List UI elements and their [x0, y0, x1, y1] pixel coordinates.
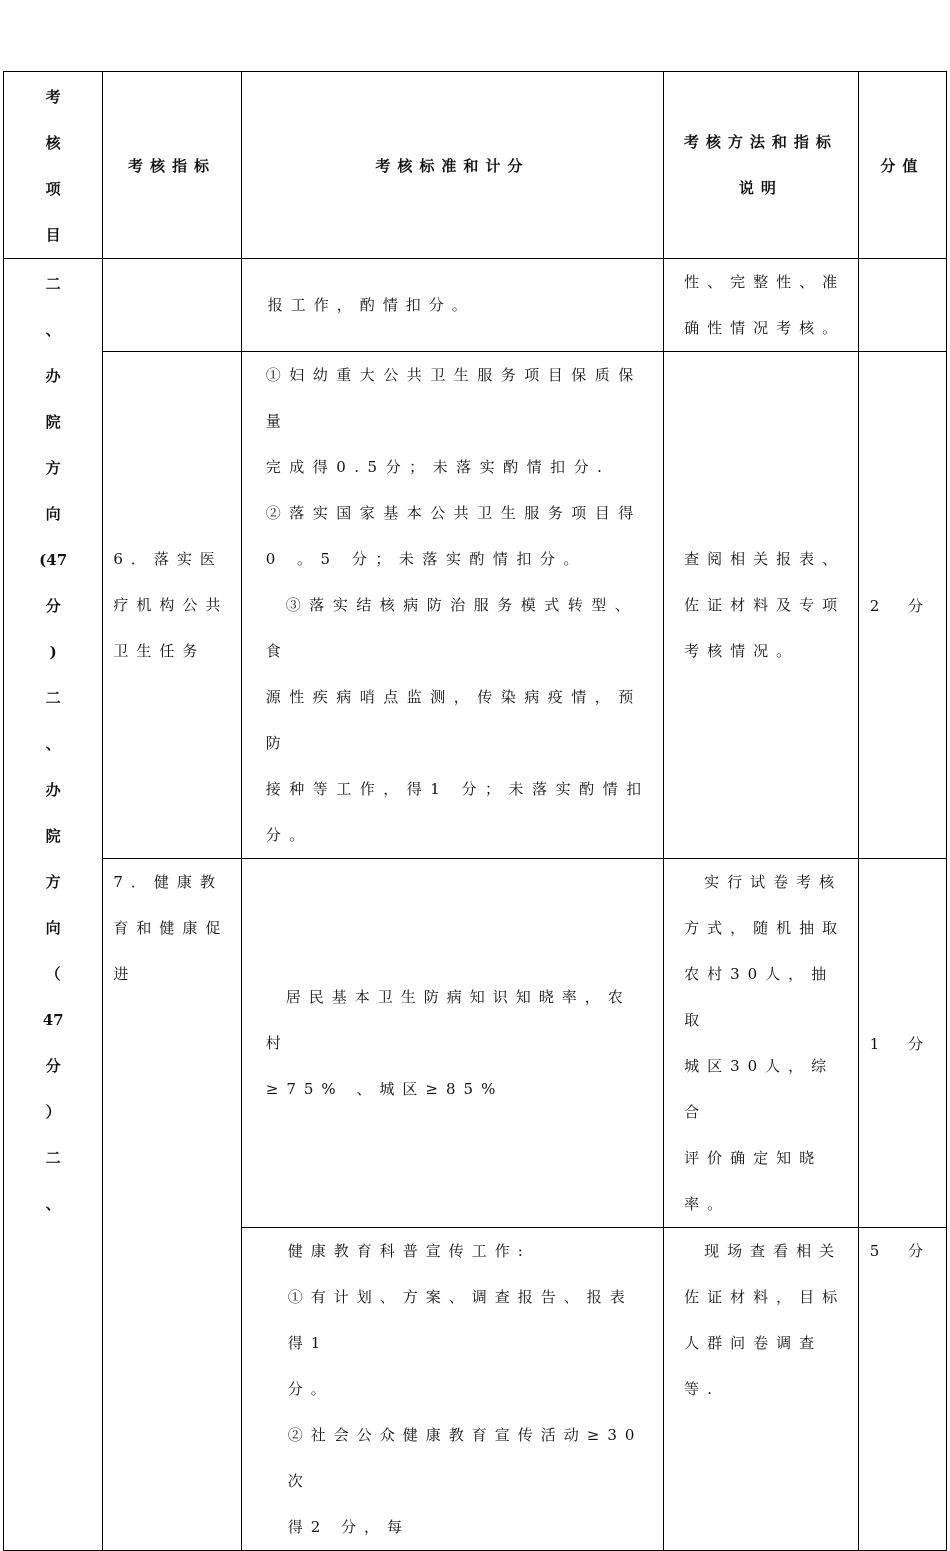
side-char: 方: [45, 459, 61, 477]
indicator-line: 育和健康促: [113, 919, 229, 937]
header-assessment-item: [4, 72, 103, 259]
score-cell: [858, 259, 946, 352]
side-char: 办: [45, 367, 61, 385]
standard-line: 完成得0.5分；未落实酌情扣分.: [265, 458, 611, 476]
method-line: 实行试卷考核: [704, 873, 843, 891]
method-line: 方式，随机抽取: [684, 919, 846, 937]
header-item-char: 考: [45, 88, 61, 106]
standard-line: 0 。5 分；未落实酌情扣分。: [265, 550, 587, 568]
score-cell: 2 分: [858, 352, 946, 859]
indicator-line: 卫生任务: [113, 642, 206, 660]
header-indicator: 考核指标: [103, 72, 241, 259]
side-char: 分: [45, 597, 61, 615]
method-line: 率。: [684, 1195, 731, 1213]
method-line: 人群问卷调查等.: [684, 1334, 823, 1398]
indicator-cell: [103, 859, 241, 1551]
side-char: 47: [42, 1011, 64, 1029]
standard-line: ③落实结核病防治服务模式转型、食: [265, 596, 639, 660]
standard-line: 源性疾病哨点监测，传染病疫情，预防: [265, 688, 642, 752]
standard-cell: [241, 259, 663, 352]
standard-line: ①有计划、方案、调查报告、报表得1: [287, 1288, 633, 1352]
table-row: [4, 352, 947, 859]
method-line: 考核情况。: [684, 642, 800, 660]
standard-cell: [241, 1228, 663, 1551]
header-row: [4, 72, 947, 259]
header-method-line: 说明: [738, 179, 783, 197]
indicator-line: 疗机构公共: [113, 596, 229, 614]
standard-line: ≥75% 、城区≥85%: [265, 1080, 504, 1098]
side-char: 向: [45, 919, 61, 937]
method-line: 城区30人，综合: [684, 1057, 835, 1121]
side-char: (47: [39, 551, 68, 569]
header-score: 分值: [858, 72, 946, 259]
side-char: 办: [45, 781, 61, 799]
score-cell: 1 分: [858, 859, 946, 1228]
side-char: 、: [45, 735, 61, 753]
side-char: （: [45, 965, 61, 983]
side-char: ): [49, 643, 57, 661]
standard-line: ①妇幼重大公共卫生服务项目保质保量: [265, 366, 642, 430]
standard-line: ②落实国家基本公共卫生服务项目得: [265, 504, 642, 522]
header-item-char: 目: [45, 226, 61, 244]
side-char: 向: [45, 505, 61, 523]
method-line: 佐证材料，目标: [684, 1288, 846, 1306]
standard-line: 分。: [265, 826, 313, 844]
method-line: 农村30人，抽取: [684, 965, 835, 1029]
method-line: 性、完整性、准: [684, 273, 846, 291]
table-row: [4, 859, 947, 1228]
side-char: 院: [45, 827, 61, 845]
standard-line: 接种等工作，得1 分；未落实酌情扣: [265, 780, 650, 798]
standard-line: 健康教育科普宣传工作:: [287, 1242, 531, 1260]
side-char: 、: [45, 321, 61, 339]
standard-line: 居民基本卫生防病知识知晓率，农村: [265, 988, 631, 1052]
standard-line: 报工作，酌情扣分。: [267, 296, 475, 314]
standard-line: 分。: [287, 1380, 334, 1398]
header-item-char: 项: [45, 180, 61, 198]
side-category-column: [4, 259, 103, 1551]
side-char: 二: [45, 1149, 61, 1167]
method-cell: [664, 259, 859, 352]
side-char: 二: [45, 275, 61, 293]
standard-cell: [241, 352, 663, 859]
standard-line: ②社会公众健康教育宣传活动≥30次: [287, 1426, 643, 1490]
standard-line: 得2 分，每: [287, 1518, 411, 1536]
method-cell: [664, 859, 859, 1228]
header-standard: 考核标准和计分: [241, 72, 663, 259]
side-char: 、: [45, 1195, 61, 1213]
header-item-char: 核: [45, 134, 61, 152]
indicator-line: 6．落实医: [113, 550, 223, 568]
indicator-cell: [103, 259, 241, 352]
method-cell: [664, 1228, 859, 1551]
table-row: [4, 259, 947, 352]
indicator-cell: [103, 352, 241, 859]
standard-cell: [241, 859, 663, 1228]
method-line: 现场查看相关: [704, 1242, 843, 1260]
method-line: 佐证材料及专项: [684, 596, 846, 614]
header-method: [664, 72, 859, 259]
side-char: 方: [45, 873, 61, 891]
side-char: 分: [45, 1057, 61, 1075]
side-char: 二: [45, 689, 61, 707]
score-cell: 5 分: [858, 1228, 946, 1551]
side-char: 院: [45, 413, 61, 431]
side-char: ）: [45, 1103, 61, 1121]
indicator-line: 7．健康教: [113, 873, 223, 891]
method-line: 查阅相关报表、: [684, 550, 846, 568]
header-method-line: 考核方法和指标: [683, 133, 838, 151]
method-line: 评价确定知晓: [684, 1149, 823, 1167]
method-line: 确性情况考核。: [684, 319, 846, 337]
indicator-line: 进: [113, 965, 137, 983]
assessment-table: [3, 71, 947, 1551]
method-cell: [664, 352, 859, 859]
